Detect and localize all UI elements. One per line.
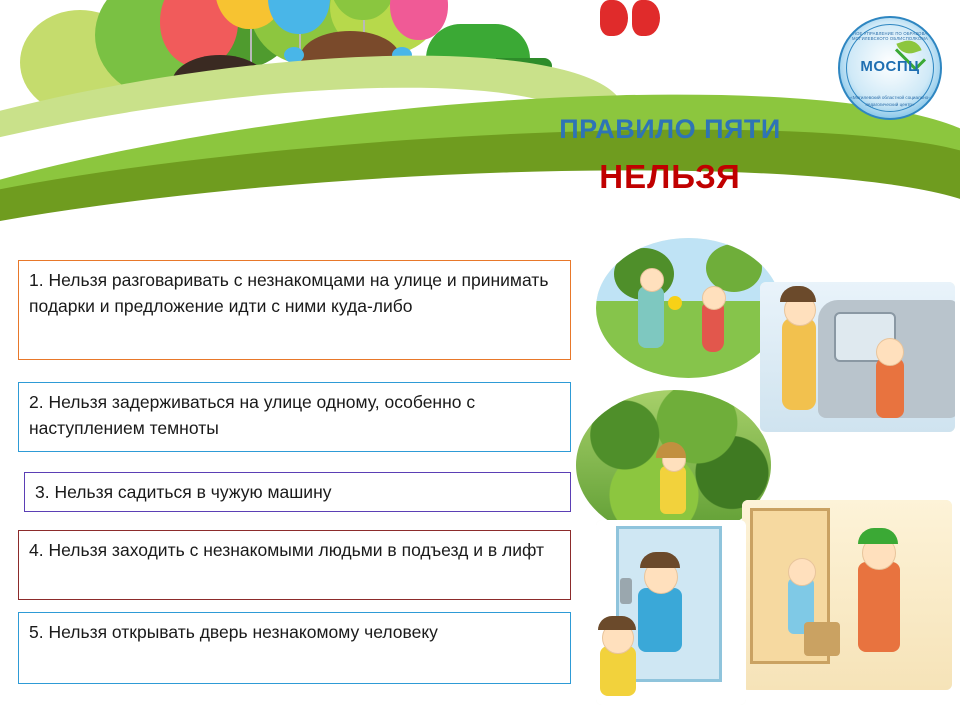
- photo-boy-entrance: [596, 520, 746, 705]
- adult-figure: [638, 286, 664, 348]
- bowtie-icon: [600, 0, 660, 40]
- door-handle: [620, 578, 632, 604]
- child-figure: [876, 358, 904, 418]
- stranger-figure: [858, 562, 900, 652]
- adult-figure: [782, 318, 816, 410]
- organization-logo: [838, 16, 942, 120]
- child-figure: [702, 304, 724, 352]
- rule-item-1: 1. Нельзя разговаривать с незнакомцами на улице и принимать подарки и предложение идти с ними куда-либо: [18, 260, 571, 360]
- photo-stranger-gift: [596, 238, 781, 378]
- rule-item-3: 3. Нельзя садиться в чужую машину: [24, 472, 571, 512]
- grass: [596, 301, 781, 378]
- child-head: [876, 338, 904, 366]
- rule-item-2: 2. Нельзя задерживаться на улице одному, особенно с наступлением темноты: [18, 382, 571, 452]
- man-figure: [638, 588, 682, 652]
- logo-name: МОСПЦ: [860, 58, 920, 75]
- hair: [598, 616, 636, 630]
- adult-head: [640, 268, 664, 292]
- stool: [804, 622, 840, 656]
- page-title-line2: НЕЛЬЗЯ: [599, 158, 741, 195]
- tree-icon: [706, 244, 762, 292]
- rule-item-5: 5. Нельзя открывать дверь незнакомому человеку: [18, 612, 571, 684]
- logo-bottom-text: «Могилевский областной социально-педагогический центр»: [850, 95, 930, 107]
- gift-icon: [668, 296, 682, 310]
- page-title-line1: ПРАВИЛО ПЯТИ: [559, 114, 781, 144]
- rule-item-4: 4. Нельзя заходить с незнакомыми людьми в подъезд и в лифт: [18, 530, 571, 600]
- photo-stranger-car: [760, 282, 955, 432]
- child-head: [788, 558, 816, 586]
- photo-door-stranger: [742, 500, 952, 690]
- girl-figure: [660, 466, 686, 514]
- child-head: [702, 286, 726, 310]
- logo-top-text: ГЛАВНОЕ УПРАВЛЕНИЕ ПО ОБРАЗОВАНИЮ МОГИЛЕВСКОГО ОБЛИСПОЛКОМА: [841, 31, 939, 41]
- ribbon-swoosh: [0, 70, 960, 235]
